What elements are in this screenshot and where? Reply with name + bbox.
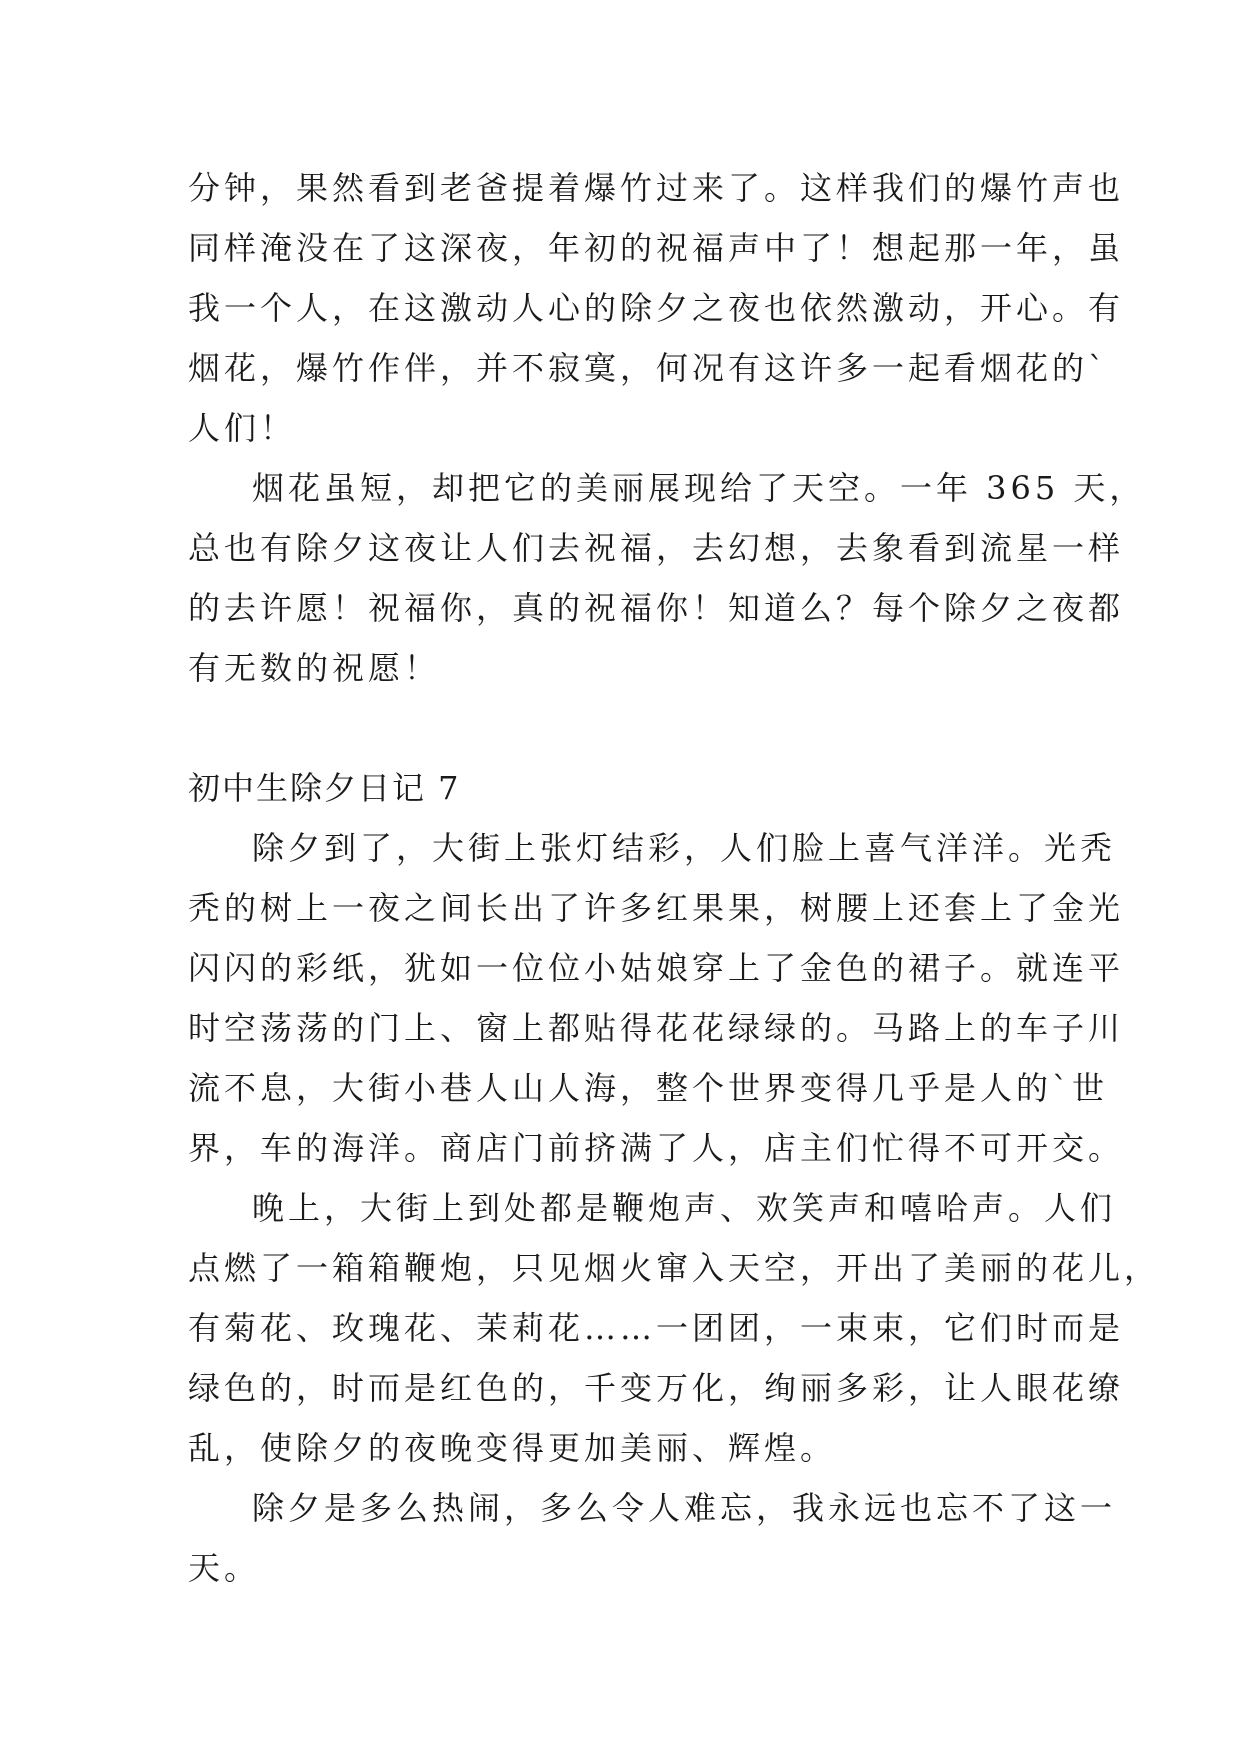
text-line: 流不息，大街小巷人山人海，整个世界变得几乎是人的`世 [188, 1069, 1109, 1107]
text-line: 除夕是多么热闹，多么令人难忘，我永远也忘不了这一 [252, 1489, 1117, 1527]
text-line: 同样淹没在了这深夜，年初的祝福声中了！想起那一年，虽 [188, 229, 1125, 267]
text-line: 烟花，爆竹作伴，并不寂寞，何况有这许多一起看烟花的` [188, 349, 1109, 387]
paragraph [188, 818, 1125, 1178]
text-line: 晚上，大街上到处都是鞭炮声、欢笑声和嘻哈声。人们 [252, 1189, 1117, 1227]
document-body [188, 158, 1161, 1598]
text-line: 天。 [188, 1549, 261, 1587]
text-line: 的去许愿！祝福你，真的祝福你！知道么？每个除夕之夜都 [188, 589, 1125, 627]
paragraph-spacer [188, 698, 1068, 758]
section-title: 初中生除夕日记 7 [188, 769, 461, 807]
text-line: 界，车的海洋。商店门前挤满了人，店主们忙得不可开交。 [188, 1129, 1125, 1167]
text-line: 绿色的，时而是红色的，千变万化，绚丽多彩，让人眼花缭 [188, 1369, 1125, 1407]
text-line: 闪闪的彩纸，犹如一位位小姑娘穿上了金色的裙子。就连平 [188, 949, 1125, 987]
paragraph [188, 458, 1146, 698]
text-line: 乱，使除夕的夜晚变得更加美丽、辉煌。 [188, 1429, 837, 1467]
text-line: 有菊花、玫瑰花、茉莉花……一团团，一束束，它们时而是 [188, 1309, 1125, 1347]
text-line: 有无数的祝愿！ [188, 649, 441, 687]
text-line: 分钟，果然看到老爸提着爆竹过来了。这样我们的爆竹声也 [188, 169, 1125, 207]
text-line: 时空荡荡的门上、窗上都贴得花花绿绿的。马路上的车子川 [188, 1009, 1125, 1047]
text-line: 人们！ [188, 409, 297, 447]
text-line: 烟花虽短，却把它的美丽展现给了天空。一年 365 天， [252, 469, 1146, 507]
text-line: 除夕到了，大街上张灯结彩，人们脸上喜气洋洋。光秃 [252, 829, 1117, 867]
text-line: 点燃了一箱箱鞭炮，只见烟火窜入天空，开出了美丽的花儿， [188, 1249, 1161, 1287]
paragraph [188, 1478, 1117, 1598]
paragraph [188, 158, 1125, 458]
text-line: 总也有除夕这夜让人们去祝福，去幻想，去象看到流星一样 [188, 529, 1125, 567]
text-line: 秃的树上一夜之间长出了许多红果果，树腰上还套上了金光 [188, 889, 1125, 927]
text-line: 我一个人，在这激动人心的除夕之夜也依然激动，开心。有 [188, 289, 1125, 327]
paragraph [188, 1178, 1161, 1478]
